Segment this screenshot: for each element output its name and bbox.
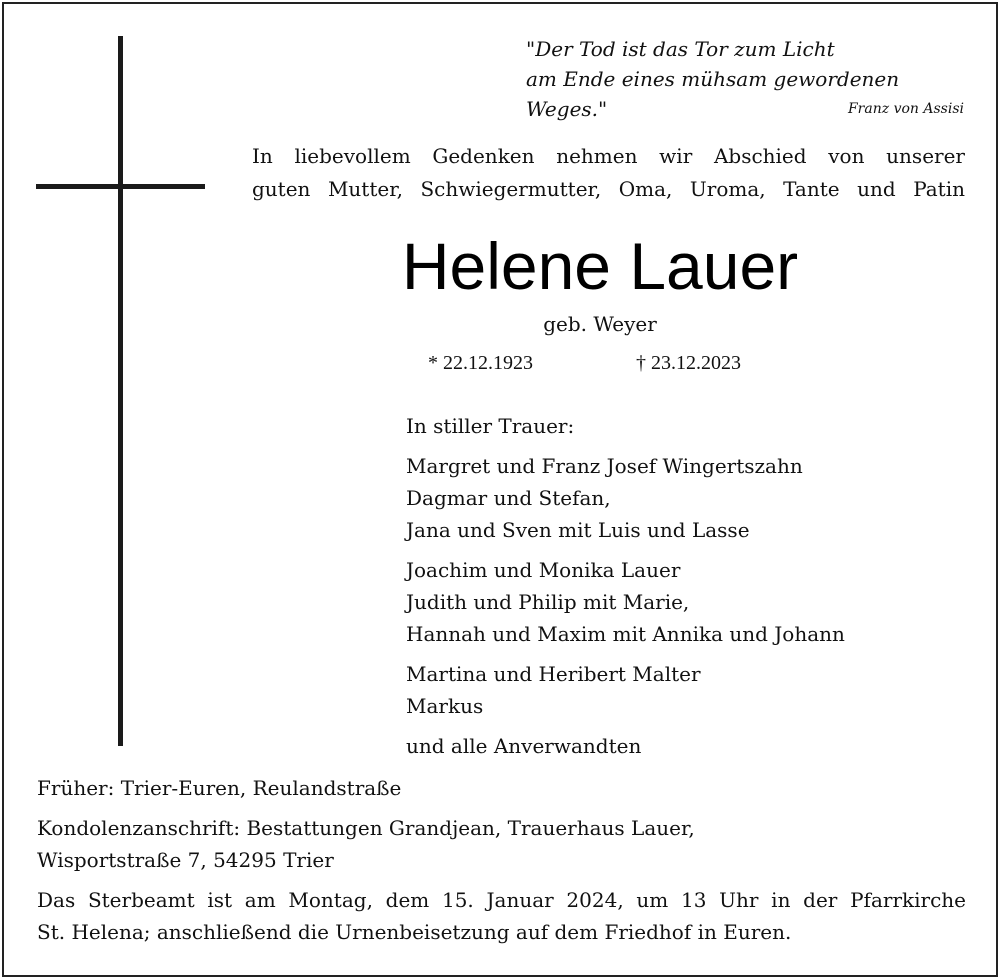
mourner-line: Markus	[406, 694, 484, 718]
mourner-line: Joachim und Monika Lauer	[406, 558, 681, 582]
service-line-1: Das Sterbeamt ist am Montag, dem 15. Januar 2024, um 13 Uhr in der Pfarrkirche	[37, 888, 966, 912]
mourner-line: Martina und Heribert Malter	[406, 662, 701, 686]
intro-line-1: In liebevollem Gedenken nehmen wir Abschied von unserer	[252, 144, 965, 168]
intro-line-2: guten Mutter, Schwiegermutter, Oma, Uroma, Tante und Patin	[252, 177, 965, 201]
mourner-line: Margret und Franz Josef Wingertszahn	[406, 454, 803, 478]
mourner-line: Jana und Sven mit Luis und Lasse	[406, 518, 750, 542]
birth-name: geb. Weyer	[543, 312, 657, 336]
cross-vertical-bar	[118, 36, 123, 746]
deceased-name: Helene Lauer	[401, 229, 799, 303]
footer-info	[37, 772, 966, 948]
cross-horizontal-bar	[36, 184, 205, 189]
mourner-line: und alle Anverwandten	[406, 734, 642, 758]
condolence-address-line-2: Wisportstraße 7, 54295 Trier	[37, 848, 334, 872]
quote-author: Franz von Assisi	[847, 101, 964, 117]
intro-text	[252, 140, 965, 206]
death-date: † 23.12.2023	[636, 352, 741, 374]
mourners-heading: In stiller Trauer:	[406, 414, 575, 438]
mourner-line: Hannah und Maxim mit Annika und Johann	[406, 622, 845, 646]
mourner-line: Dagmar und Stefan,	[406, 486, 611, 510]
quote-line-2: am Ende eines mühsam gewordenen Weges."	[526, 67, 900, 121]
birth-date: * 22.12.1923	[428, 352, 533, 374]
former-address: Früher: Trier-Euren, Reulandstraße	[37, 776, 402, 800]
mourners-list	[406, 410, 976, 762]
mourner-line: Judith und Philip mit Marie,	[406, 590, 690, 614]
service-line-2: St. Helena; anschließend die Urnenbeisetzung auf dem Friedhof in Euren.	[37, 920, 792, 944]
condolence-address-line-1: Kondolenzanschrift: Bestattungen Grandjean, Trauerhaus Lauer,	[37, 816, 695, 840]
quote-line-1: "Der Tod ist das Tor zum Licht	[526, 37, 835, 61]
service-notice	[37, 884, 966, 948]
